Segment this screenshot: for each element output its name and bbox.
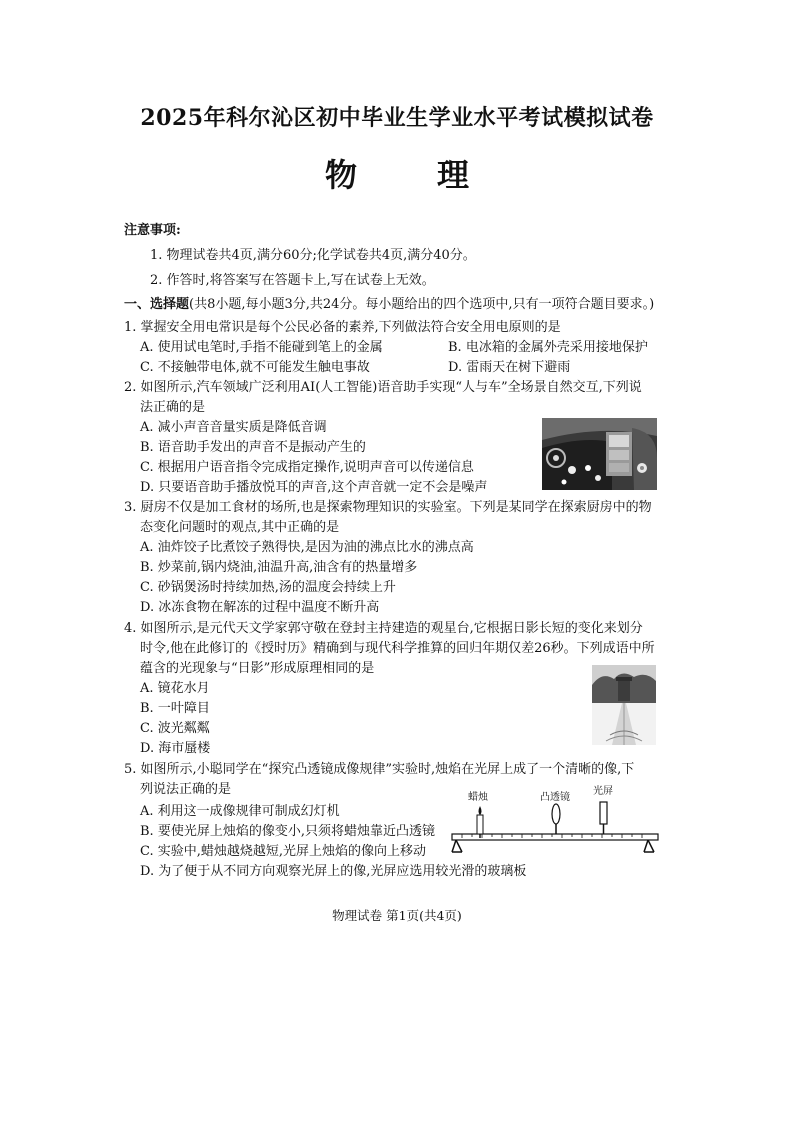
car-dashboard-image — [542, 418, 657, 490]
q5-option-b: B. 要使光屏上烛焰的像变小,只须将蜡烛靠近凸透镜 — [140, 824, 435, 839]
bench-leg-right — [644, 840, 654, 852]
q3-option-a: A. 油炸饺子比煮饺子熟得快,是因为油的沸点比水的沸点高 — [140, 540, 474, 555]
q2-option-a: A. 减小声音音量实质是降低音调 — [140, 420, 327, 435]
section-heading-desc: (共8小题,每小题3分,共24分。每小题给出的四个选项中,只有一项符合题目要求。) — [189, 297, 655, 312]
candle-label: 蜡烛 — [468, 792, 488, 803]
q1-option-a: A. 使用试电笔时,手指不能碰到笔上的金属 — [140, 340, 383, 355]
optical-bench-diagram — [448, 784, 662, 864]
q5-option-a: A. 利用这一成像规律可制成幻灯机 — [140, 804, 340, 819]
optical-bench-rail — [452, 834, 658, 840]
q4-stem-line-1: 4. 如图所示,是元代天文学家郭守敬在登封主持建造的观星台,它根据日影长短的变化来划分 — [124, 621, 643, 636]
notice-item-1: 1. 物理试卷共4页,满分60分;化学试卷共4页,满分40分。 — [150, 248, 476, 263]
section-heading-label: 一、选择题 — [124, 297, 190, 312]
q4-option-d: D. 海市蜃楼 — [140, 741, 211, 756]
observatory-image — [592, 665, 656, 745]
q1-option-b: B. 电冰箱的金属外壳采用接地保护 — [448, 340, 648, 355]
screen-label: 光屏 — [593, 786, 613, 797]
q4-stem-line-3: 蕴含的光现象与“日影”形成原理相同的是 — [140, 661, 375, 676]
candle-icon — [477, 806, 483, 838]
q2-stem-line-1: 2. 如图所示,汽车领域广泛利用AI(人工智能)语音助手实现“人与车”全场景自然交互,下列说 — [124, 380, 642, 395]
q1-stem: 1. 掌握安全用电常识是每个公民必备的素养,下列做法符合安全用电原则的是 — [124, 320, 561, 335]
q4-option-a: A. 镜花水月 — [140, 681, 210, 696]
q4-option-b: B. 一叶障目 — [140, 701, 210, 716]
lens-label: 凸透镜 — [540, 792, 570, 803]
q3-option-d: D. 冰冻食物在解冻的过程中温度不断升高 — [140, 600, 380, 615]
subject-char-1: 物 — [324, 156, 357, 194]
q3-option-c: C. 砂锅煲汤时持续加热,汤的温度会持续上升 — [140, 580, 396, 595]
notice-item-2: 2. 作答时,将答案写在答题卡上,写在试卷上无效。 — [150, 273, 435, 288]
q5-stem-line-1: 5. 如图所示,小聪同学在“探究凸透镜成像规律”实验时,烛焰在光屏上成了一个清晰的像,下 — [124, 762, 635, 777]
q2-stem-line-2: 法正确的是 — [140, 400, 206, 415]
q3-option-b: B. 炒菜前,锅内烧油,油温升高,油含有的热量增多 — [140, 560, 418, 575]
notice-heading: 注意事项: — [124, 223, 181, 238]
subject-char-2: 理 — [437, 156, 470, 194]
exam-title: 2025年科尔沁区初中毕业生学业水平考试模拟试卷 — [140, 105, 654, 131]
q2-option-c: C. 根据用户语音指令完成指定操作,说明声音可以传递信息 — [140, 460, 474, 475]
section-heading — [124, 295, 654, 315]
q2-option-d: D. 只要语音助手播放悦耳的声音,这个声音就一定不会是噪声 — [140, 480, 488, 495]
q1-option-d: D. 雷雨天在树下避雨 — [448, 360, 571, 375]
bench-leg-left — [452, 840, 462, 852]
q3-stem-line-2: 态变化问题时的观点,其中正确的是 — [140, 520, 340, 535]
q1-option-c: C. 不接触带电体,就不可能发生触电事故 — [140, 360, 370, 375]
q3-stem-line-1: 3. 厨房不仅是加工食材的场所,也是探索物理知识的实验室。下列是某同学在探索厨房中的物 — [124, 500, 652, 515]
subject-title — [0, 150, 794, 196]
q2-option-b: B. 语音助手发出的声音不是振动产生的 — [140, 440, 366, 455]
page-footer: 物理试卷 第1页(共4页) — [332, 908, 462, 923]
q5-option-d: D. 为了便于从不同方向观察光屏上的像,光屏应选用较光滑的玻璃板 — [140, 864, 527, 879]
convex-lens-icon — [552, 804, 560, 834]
q4-option-c: C. 波光粼粼 — [140, 721, 210, 736]
q4-stem-line-2: 时令,他在此修订的《授时历》精确到与现代科学推算的回归年期仅差26秒。下列成语中所 — [140, 641, 655, 656]
q5-stem-line-2: 列说法正确的是 — [140, 782, 232, 797]
q5-option-c: C. 实验中,蜡烛越烧越短,光屏上烛焰的像向上移动 — [140, 844, 427, 859]
light-screen-icon — [600, 802, 607, 834]
